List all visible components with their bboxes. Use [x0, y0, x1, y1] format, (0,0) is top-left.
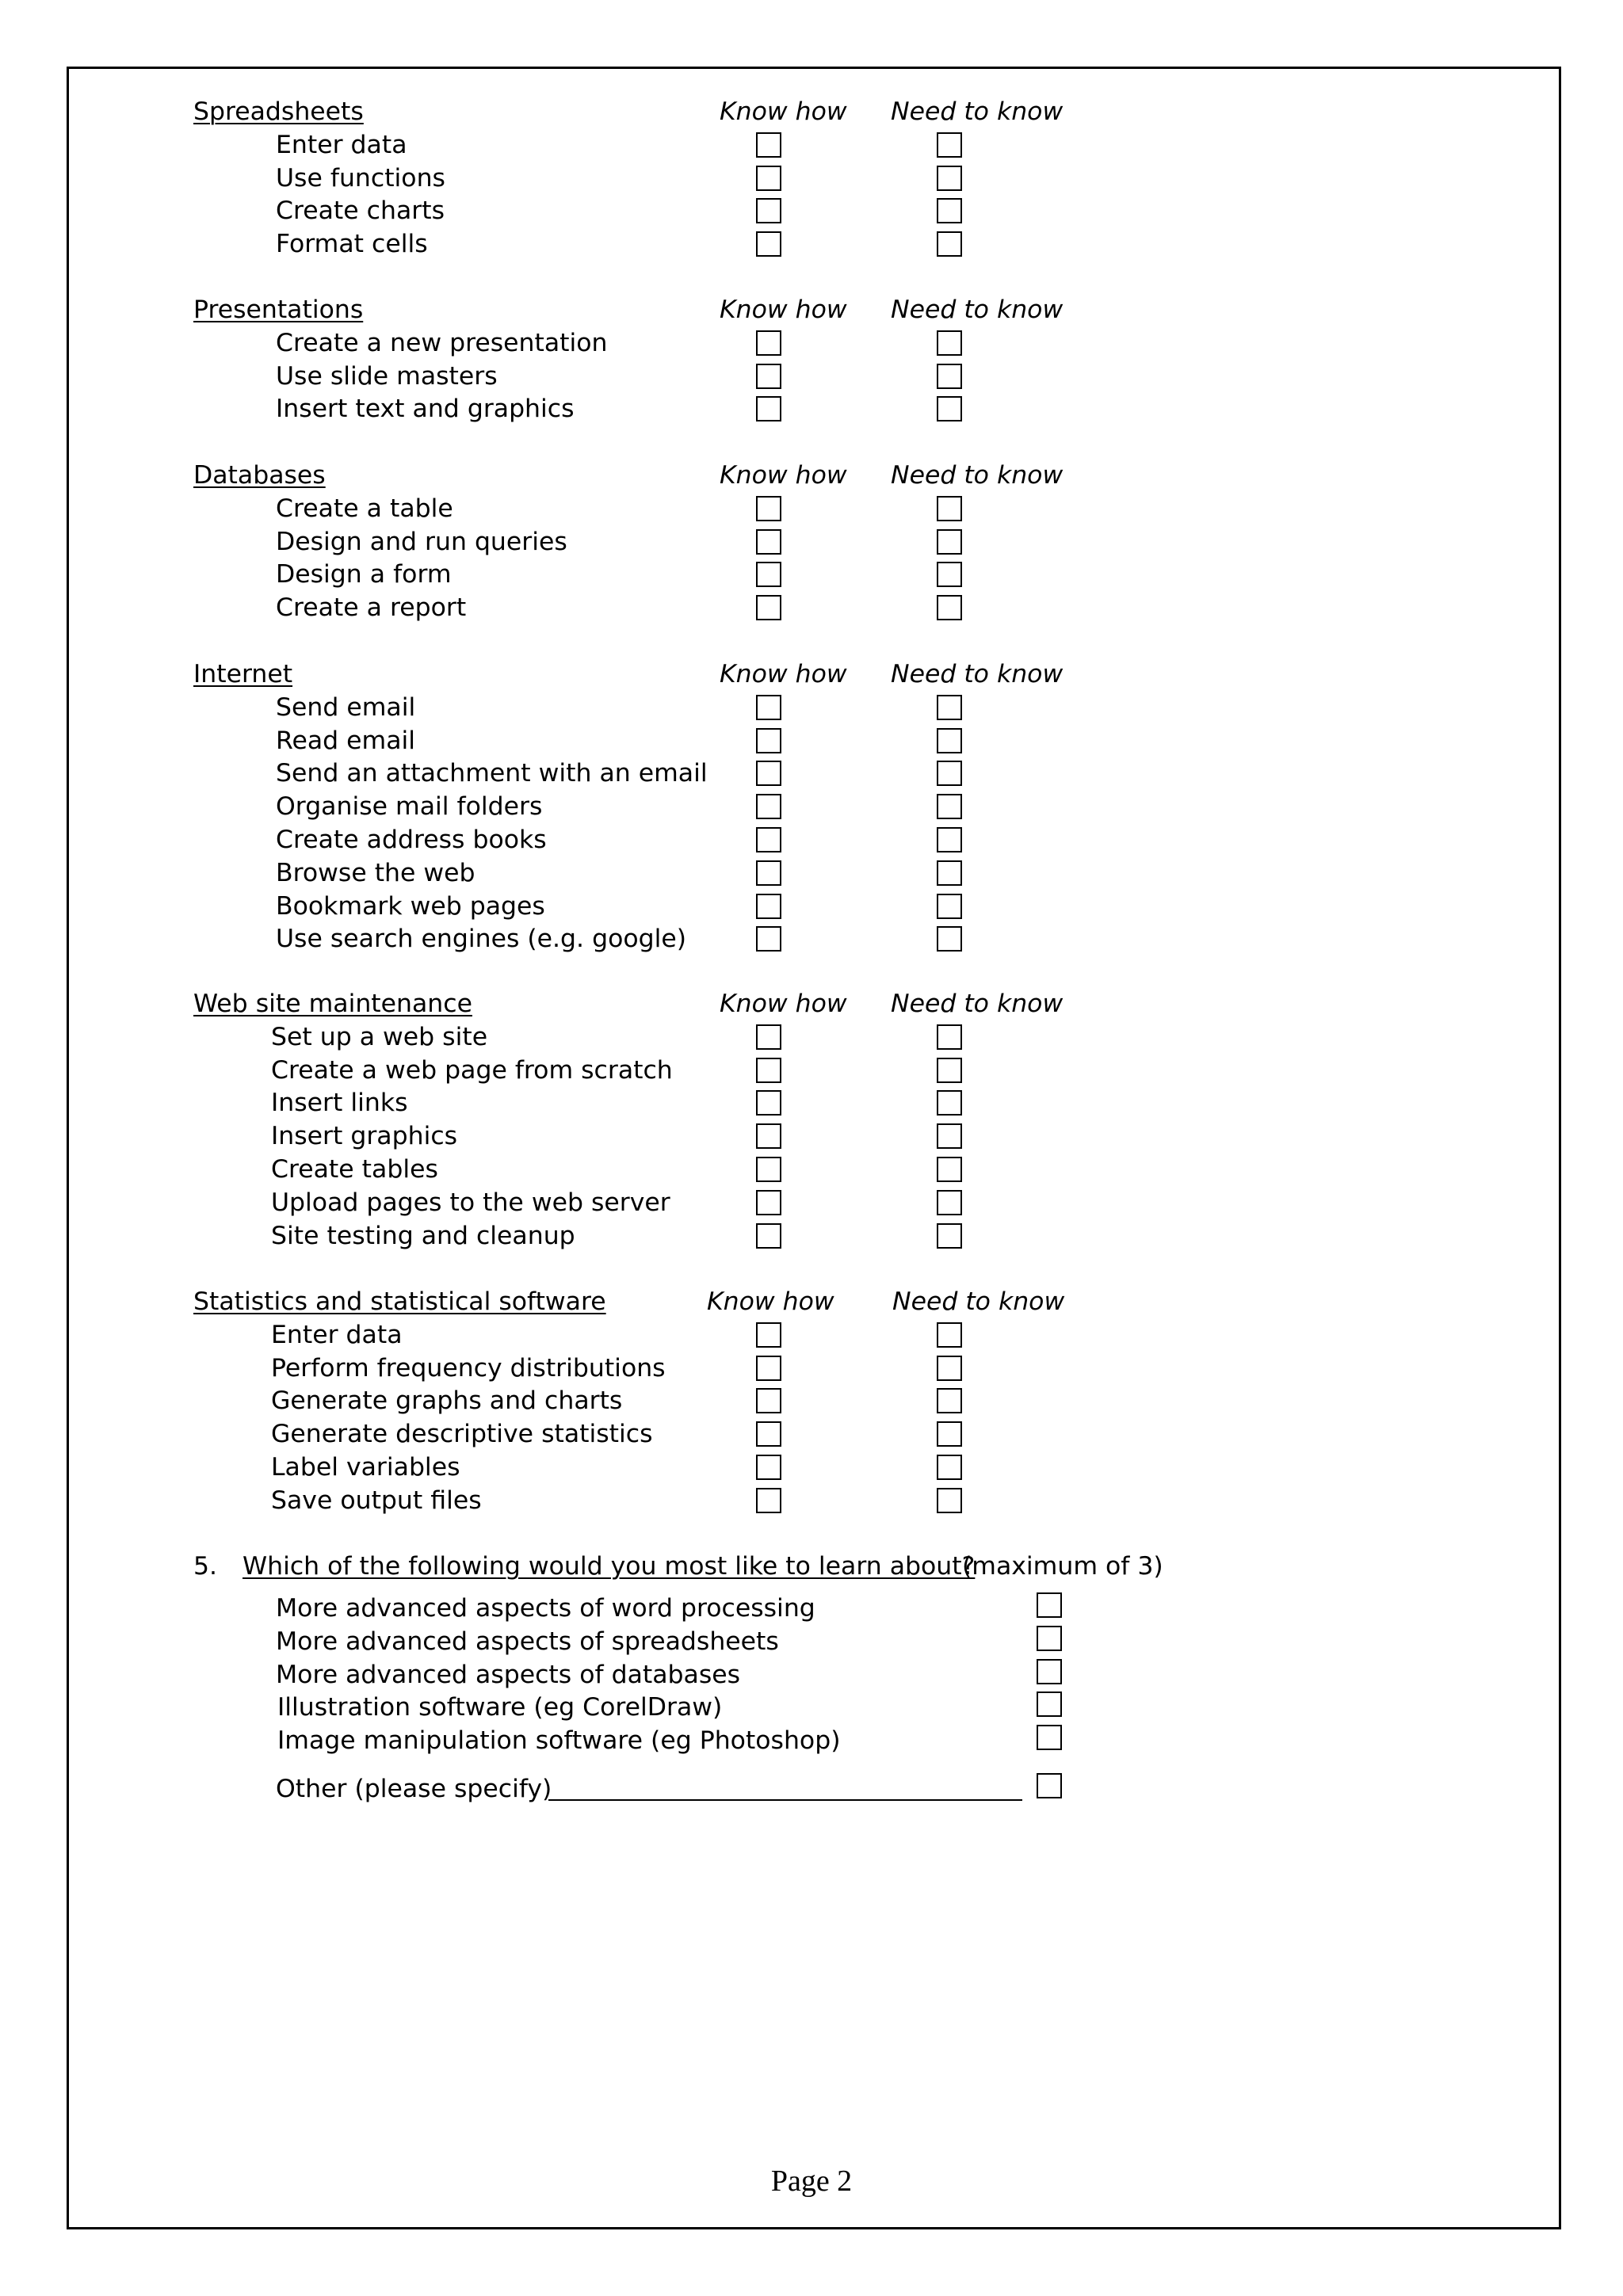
need-to-know-checkbox[interactable]	[937, 1123, 962, 1149]
column-header-know-how: Know how	[720, 461, 847, 490]
checklist-item-label: Insert text and graphics	[276, 395, 575, 424]
column-header-know-how: Know how	[720, 660, 847, 688]
checklist-item-label: Insert graphics	[271, 1122, 458, 1151]
need-to-know-checkbox[interactable]	[937, 595, 962, 620]
need-to-know-checkbox[interactable]	[937, 1058, 962, 1083]
know-how-checkbox[interactable]	[756, 132, 781, 158]
question-note: (maximum of 3)	[962, 1552, 1163, 1581]
section-heading-spreadsheets: Spreadsheets	[193, 97, 364, 126]
know-how-checkbox[interactable]	[756, 794, 781, 819]
need-to-know-checkbox[interactable]	[937, 198, 962, 223]
section-heading-web-site-maintenance: Web site maintenance	[193, 990, 472, 1018]
know-how-checkbox[interactable]	[756, 166, 781, 191]
other-specify-input[interactable]	[548, 1799, 1022, 1801]
know-how-checkbox[interactable]	[756, 595, 781, 620]
checklist-item-label: Format cells	[276, 230, 428, 259]
checklist-item-label: Send email	[276, 692, 416, 722]
learning-option-checkbox[interactable]	[1037, 1592, 1062, 1618]
need-to-know-checkbox[interactable]	[937, 860, 962, 886]
need-to-know-checkbox[interactable]	[937, 894, 962, 919]
learning-option-label: More advanced aspects of word processing	[276, 1594, 815, 1623]
section-heading-internet: Internet	[193, 660, 293, 688]
checklist-item-label: Create charts	[276, 196, 445, 226]
need-to-know-checkbox[interactable]	[937, 562, 962, 587]
need-to-know-checkbox[interactable]	[937, 1157, 962, 1182]
need-to-know-checkbox[interactable]	[937, 695, 962, 720]
section-heading-databases: Databases	[193, 461, 326, 490]
need-to-know-checkbox[interactable]	[937, 529, 962, 555]
learning-option-label: More advanced aspects of databases	[276, 1660, 741, 1689]
know-how-checkbox[interactable]	[756, 231, 781, 257]
know-how-checkbox[interactable]	[756, 1190, 781, 1215]
column-header-know-how: Know how	[720, 97, 847, 126]
know-how-checkbox[interactable]	[756, 1058, 781, 1083]
question-text: Which of the following would you most like to learn about?	[242, 1552, 976, 1581]
checklist-item-label: Perform frequency distributions	[271, 1353, 666, 1383]
checklist-item-label: Label variables	[271, 1453, 460, 1482]
learning-option-label: More advanced aspects of spreadsheets	[276, 1627, 779, 1656]
need-to-know-checkbox[interactable]	[937, 166, 962, 191]
learning-option-checkbox[interactable]	[1037, 1691, 1062, 1717]
know-how-checkbox[interactable]	[756, 1223, 781, 1249]
checklist-item-label: Send an attachment with an email	[276, 759, 708, 788]
checklist-item-label: Use functions	[276, 163, 445, 193]
know-how-checkbox[interactable]	[756, 1488, 781, 1513]
column-header-need-to-know: Need to know	[891, 990, 1064, 1018]
need-to-know-checkbox[interactable]	[937, 1421, 962, 1447]
checklist-item-label: Set up a web site	[271, 1022, 488, 1051]
checklist-item-label: Generate graphs and charts	[271, 1386, 623, 1416]
need-to-know-checkbox[interactable]	[937, 330, 962, 356]
checklist-item-label: Create a report	[276, 593, 467, 623]
checklist-item-label: Read email	[276, 726, 416, 755]
know-how-checkbox[interactable]	[756, 894, 781, 919]
need-to-know-checkbox[interactable]	[937, 926, 962, 952]
know-how-checkbox[interactable]	[756, 1455, 781, 1480]
checklist-item-label: Design a form	[276, 560, 452, 589]
checklist-item-label: Enter data	[276, 130, 407, 159]
know-how-checkbox[interactable]	[756, 529, 781, 555]
know-how-checkbox[interactable]	[756, 761, 781, 786]
learning-option-label: Image manipulation software (eg Photoshop)	[277, 1726, 841, 1756]
learning-option-checkbox[interactable]	[1037, 1725, 1062, 1750]
know-how-checkbox[interactable]	[756, 1421, 781, 1447]
learning-option-label: Illustration software (eg CorelDraw)	[277, 1693, 723, 1722]
need-to-know-checkbox[interactable]	[937, 132, 962, 158]
need-to-know-checkbox[interactable]	[937, 1024, 962, 1050]
need-to-know-checkbox[interactable]	[937, 728, 962, 753]
checklist-item-label: Browse the web	[276, 858, 475, 887]
need-to-know-checkbox[interactable]	[937, 1488, 962, 1513]
need-to-know-checkbox[interactable]	[937, 231, 962, 257]
checklist-item-label: Design and run queries	[276, 527, 567, 556]
know-how-checkbox[interactable]	[756, 1356, 781, 1381]
checklist-item-label: Create a new presentation	[276, 328, 608, 357]
learning-option-checkbox[interactable]	[1037, 1626, 1062, 1651]
need-to-know-checkbox[interactable]	[937, 1356, 962, 1381]
checklist-item-label: Use search engines (e.g. google)	[276, 925, 687, 954]
know-how-checkbox[interactable]	[756, 396, 781, 421]
checklist-item-label: Insert links	[271, 1089, 408, 1118]
need-to-know-checkbox[interactable]	[937, 1388, 962, 1413]
checklist-item-label: Create tables	[271, 1155, 438, 1184]
know-how-checkbox[interactable]	[756, 330, 781, 356]
need-to-know-checkbox[interactable]	[937, 1090, 962, 1116]
checklist-item-label: Bookmark web pages	[276, 891, 545, 921]
need-to-know-checkbox[interactable]	[937, 827, 962, 852]
know-how-checkbox[interactable]	[756, 926, 781, 952]
know-how-checkbox[interactable]	[756, 496, 781, 521]
column-header-need-to-know: Need to know	[892, 1287, 1065, 1316]
need-to-know-checkbox[interactable]	[937, 1322, 962, 1348]
know-how-checkbox[interactable]	[756, 364, 781, 389]
other-option-checkbox[interactable]	[1037, 1773, 1062, 1798]
need-to-know-checkbox[interactable]	[937, 761, 962, 786]
column-header-need-to-know: Need to know	[891, 97, 1064, 126]
need-to-know-checkbox[interactable]	[937, 364, 962, 389]
need-to-know-checkbox[interactable]	[937, 1190, 962, 1215]
know-how-checkbox[interactable]	[756, 695, 781, 720]
section-heading-statistics-and-statistical-software: Statistics and statistical software	[193, 1287, 606, 1316]
checklist-item-label: Create a table	[276, 494, 453, 523]
checklist-item-label: Create a web page from scratch	[271, 1055, 673, 1085]
checklist-item-label: Save output files	[271, 1486, 482, 1515]
need-to-know-checkbox[interactable]	[937, 396, 962, 421]
know-how-checkbox[interactable]	[756, 728, 781, 753]
column-header-know-how: Know how	[720, 990, 847, 1018]
know-how-checkbox[interactable]	[756, 1388, 781, 1413]
need-to-know-checkbox[interactable]	[937, 1223, 962, 1249]
checklist-item-label: Create address books	[276, 826, 547, 854]
know-how-checkbox[interactable]	[756, 827, 781, 852]
other-option-label: Other (please specify)	[276, 1775, 552, 1803]
learning-option-checkbox[interactable]	[1037, 1659, 1062, 1684]
checklist-item-label: Generate descriptive statistics	[271, 1420, 653, 1449]
checklist-item-label: Upload pages to the web server	[271, 1188, 670, 1217]
know-how-checkbox[interactable]	[756, 1157, 781, 1182]
question-number: 5.	[193, 1552, 218, 1581]
column-header-know-how: Know how	[707, 1287, 834, 1316]
know-how-checkbox[interactable]	[756, 562, 781, 587]
need-to-know-checkbox[interactable]	[937, 1455, 962, 1480]
checklist-item-label: Use slide masters	[276, 361, 498, 391]
column-header-know-how: Know how	[720, 296, 847, 324]
know-how-checkbox[interactable]	[756, 1123, 781, 1149]
need-to-know-checkbox[interactable]	[937, 794, 962, 819]
know-how-checkbox[interactable]	[756, 860, 781, 886]
know-how-checkbox[interactable]	[756, 1090, 781, 1116]
need-to-know-checkbox[interactable]	[937, 496, 962, 521]
know-how-checkbox[interactable]	[756, 198, 781, 223]
know-how-checkbox[interactable]	[756, 1024, 781, 1050]
checklist-item-label: Site testing and cleanup	[271, 1221, 575, 1250]
column-header-need-to-know: Need to know	[891, 461, 1064, 490]
page-number: Page 2	[770, 2164, 853, 2198]
know-how-checkbox[interactable]	[756, 1322, 781, 1348]
section-heading-presentations: Presentations	[193, 296, 364, 324]
column-header-need-to-know: Need to know	[891, 296, 1064, 324]
checklist-item-label: Enter data	[271, 1320, 403, 1349]
column-header-need-to-know: Need to know	[891, 660, 1064, 688]
checklist-item-label: Organise mail folders	[276, 792, 543, 822]
